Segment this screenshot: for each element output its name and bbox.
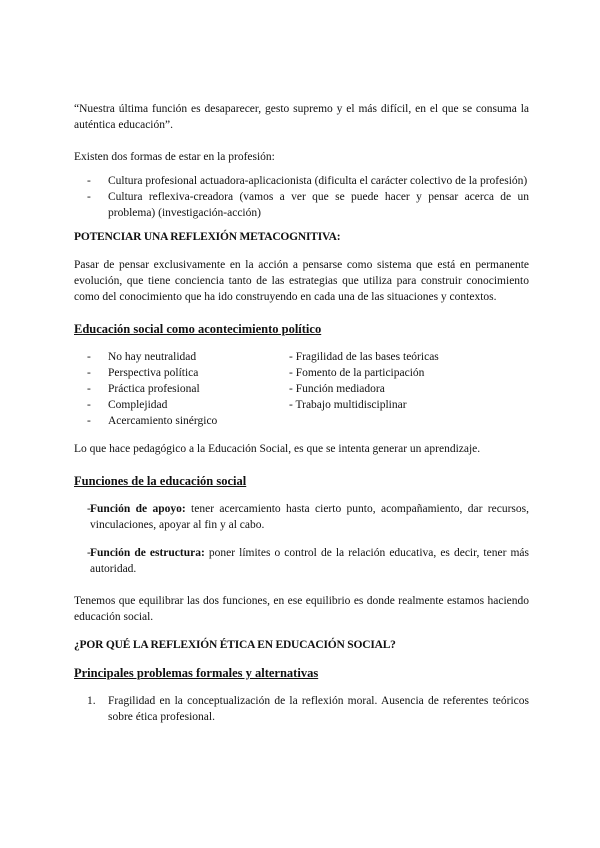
funciones-list-2 [74,545,529,577]
list-marker: - [87,367,91,379]
pedagogico-paragraph: Lo que hace pedagógico a la Educación Social, es que se intenta generar un aprendizaje. [74,443,481,455]
forms-intro: Existen dos formas de estar en la profesión: [74,151,275,163]
list-marker: - [87,399,91,411]
funcion-label: Función de estructura: [90,547,205,559]
list-item-text: Acercamiento sinérgico [108,415,218,427]
list-item-text: Práctica profesional [108,383,200,395]
heading-etica: ¿POR QUÉ LA REFLEXIÓN ÉTICA EN EDUCACIÓN SOCIAL? [74,639,396,651]
list-item: - Fomento de la participación [289,367,425,379]
funcion-description: poner límites o control de la relación educativa, es decir, tener más autoridad. [90,547,529,575]
list-marker: - [87,547,91,559]
list-item [74,365,289,381]
funciones-list [74,501,529,533]
list-item: - Función mediadora [289,383,385,395]
list-item-text [90,545,529,577]
list-item [74,397,289,413]
heading-funciones: Funciones de la educación social [74,474,247,488]
forms-list [74,173,529,221]
politico-right-column [289,349,504,429]
list-item-text: Complejidad [108,399,168,411]
list-marker: - [87,503,91,515]
list-item [74,173,529,189]
list-item [74,501,529,533]
list-item [74,545,529,577]
list-item [74,349,289,365]
politico-columns [74,349,529,429]
reflexion-paragraph: Pasar de pensar exclusivamente en la acción a pensarse como sistema que está en permanente evolución, que tiene conciencia tanto de las estrategias que utiliza para construir conocimiento como del conocimiento que ha ido construyendo en cada una de las situaciones y contextos. [74,259,529,303]
list-marker: - [87,191,91,203]
list-marker: - [87,351,91,363]
document-body [74,101,529,725]
heading-problemas: Principales problemas formales y alternativas [74,666,319,680]
list-item-text: Perspectiva política [108,367,199,379]
list-item: - Trabajo multidisciplinar [289,399,407,411]
funcion-description: tener acercamiento hasta cierto punto, acompañamiento, dar recursos, vinculaciones, apoyar al fin y al cabo. [90,503,529,531]
list-item-text: Fragilidad en la conceptualización de la reflexión moral. Ausencia de referentes teóricos sobre ética profesional. [108,695,529,723]
list-item-text: Cultura reflexiva-creadora (vamos a ver que se puede hacer y pensar acerca de un problema) (investigación-acción) [108,191,529,219]
heading-reflexion: POTENCIAR UNA REFLEXIÓN METACOGNITIVA: [74,231,341,243]
list-item-text [90,501,529,533]
funcion-label: Función de apoyo: [90,503,186,515]
heading-politico: Educación social como acontecimiento político [74,322,322,336]
list-marker: - [87,175,91,187]
equilibrio-paragraph: Tenemos que equilibrar las dos funciones, en ese equilibrio es donde realmente estamos haciendo educación social. [74,595,529,623]
list-item [74,413,289,429]
list-marker: - [87,383,91,395]
quote-paragraph: “Nuestra última función es desaparecer, gesto supremo y el más difícil, en el que se consuma la auténtica educación”. [74,103,529,131]
list-item [74,693,529,725]
list-item: - Fragilidad de las bases teóricas [289,351,439,363]
list-item-text: Cultura profesional actuadora-aplicacionista (dificulta el carácter colectivo de la profesión) [108,175,528,187]
list-marker: 1. [87,695,96,707]
politico-left-column [74,349,289,429]
list-item-text: No hay neutralidad [108,351,197,363]
problemas-list [74,693,529,725]
list-marker: - [87,415,91,427]
list-item [74,381,289,397]
list-item [74,189,529,221]
